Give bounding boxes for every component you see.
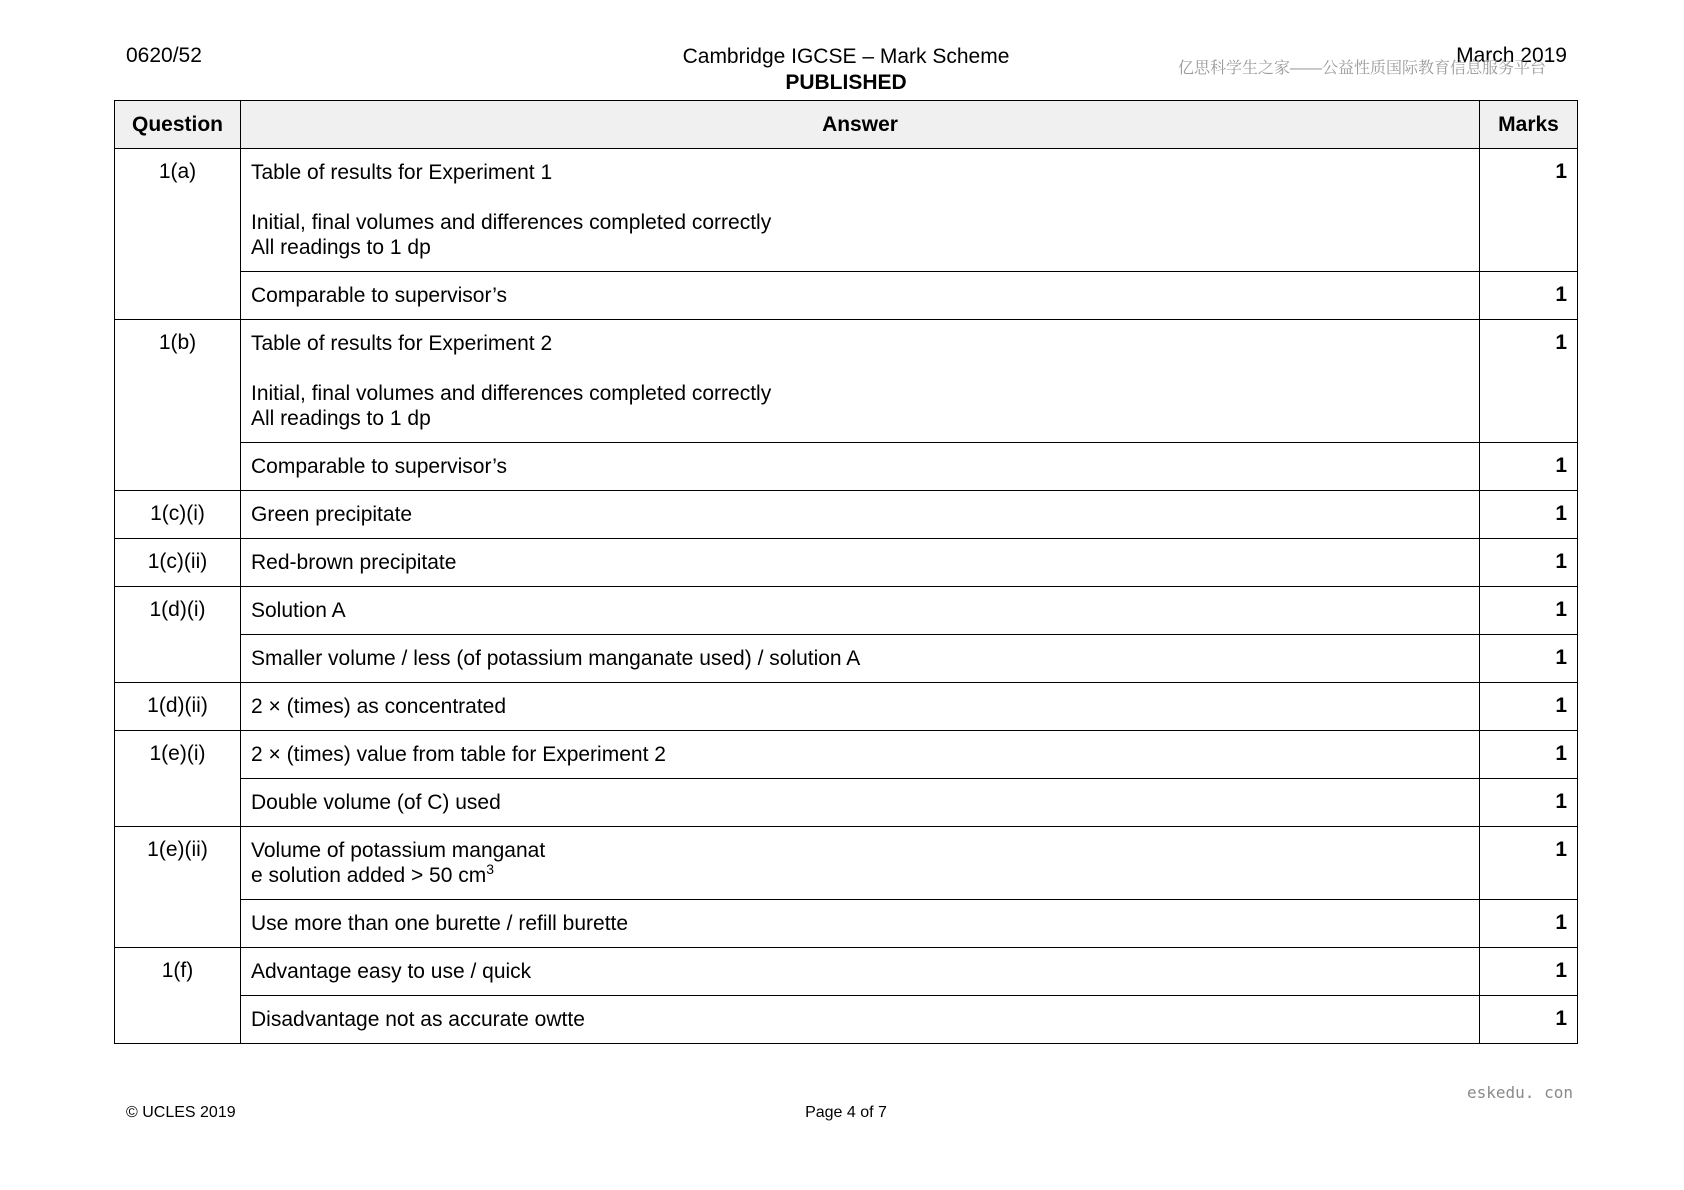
- mark-scheme-table: [114, 100, 1578, 1044]
- document-title-block: [600, 44, 1092, 96]
- marks-cell: 1: [1480, 539, 1578, 587]
- answer-cell: Smaller volume / less (of potassium manganate used) / solution A: [241, 635, 1480, 683]
- marks-cell: 1: [1480, 443, 1578, 491]
- marks-cell: 1: [1480, 272, 1578, 320]
- table-row: [115, 272, 1578, 320]
- answer-cell: Double volume (of C) used: [241, 779, 1480, 827]
- answer-cell: [241, 320, 1480, 443]
- exam-date: March 2019: [1456, 44, 1567, 67]
- question-number: 1(c)(ii): [115, 539, 241, 587]
- table-row: [115, 731, 1578, 779]
- answer-line: Table of results for Experiment 2: [251, 332, 553, 355]
- header-answer: Answer: [241, 101, 1480, 149]
- question-number: 1(d)(i): [115, 587, 241, 683]
- table-row: [115, 683, 1578, 731]
- marks-cell: 1: [1480, 635, 1578, 683]
- table-row: [115, 948, 1578, 996]
- answer-cell: Green precipitate: [241, 491, 1480, 539]
- marks-cell: 1: [1480, 900, 1578, 948]
- question-number: 1(b): [115, 320, 241, 491]
- question-number: 1(e)(i): [115, 731, 241, 827]
- answer-cell: Red-brown precipitate: [241, 539, 1480, 587]
- watermark-text: 亿思科学生之家——公益性质国际教育信息服务平台: [1178, 60, 1547, 77]
- copyright: © UCLES 2019: [126, 1104, 236, 1121]
- answer-line: All readings to 1 dp: [251, 236, 431, 259]
- superscript: 3: [486, 861, 495, 877]
- answer-cell: Comparable to supervisor’s: [241, 272, 1480, 320]
- table-row: [115, 996, 1578, 1044]
- question-number: 1(d)(ii): [115, 683, 241, 731]
- table-row: [115, 443, 1578, 491]
- answer-cell: [241, 827, 1480, 900]
- answer-line: Initial, final volumes and differences completed correctly: [251, 211, 772, 234]
- answer-cell: Advantage easy to use / quick: [241, 948, 1480, 996]
- marks-cell: 1: [1480, 996, 1578, 1044]
- table-row: [115, 635, 1578, 683]
- table-row: [115, 587, 1578, 635]
- site-watermark: eskedu. con: [1467, 1083, 1573, 1102]
- question-number: 1(a): [115, 149, 241, 320]
- published-label: PUBLISHED: [785, 71, 907, 94]
- answer-cell: Solution A: [241, 587, 1480, 635]
- document-title: Cambridge IGCSE – Mark Scheme: [682, 45, 1010, 68]
- answer-line: Table of results for Experiment 1: [251, 161, 553, 184]
- question-number: 1(c)(i): [115, 491, 241, 539]
- answer-cell: Comparable to supervisor’s: [241, 443, 1480, 491]
- table-row: [115, 900, 1578, 948]
- marks-cell: 1: [1480, 149, 1578, 272]
- answer-line: All readings to 1 dp: [251, 407, 431, 430]
- answer-line: Initial, final volumes and differences completed correctly: [251, 382, 772, 405]
- marks-cell: 1: [1480, 587, 1578, 635]
- table-header-row: [115, 101, 1578, 149]
- answer-cell: Disadvantage not as accurate owtte: [241, 996, 1480, 1044]
- marks-cell: 1: [1480, 827, 1578, 900]
- marks-cell: 1: [1480, 948, 1578, 996]
- paper-code: 0620/52: [126, 44, 202, 67]
- table-row: [115, 779, 1578, 827]
- header-marks: Marks: [1480, 101, 1578, 149]
- table-row: [115, 827, 1578, 900]
- page-number: Page 4 of 7: [805, 1104, 887, 1121]
- table-row: [115, 491, 1578, 539]
- table-row: [115, 320, 1578, 443]
- marks-cell: 1: [1480, 491, 1578, 539]
- answer-cell: [241, 149, 1480, 272]
- answer-line: [251, 863, 1469, 888]
- marks-cell: 1: [1480, 731, 1578, 779]
- marks-cell: 1: [1480, 320, 1578, 443]
- answer-line: Volume of potassium manganat: [251, 839, 546, 862]
- answer-text: e solution added > 50 cm: [251, 864, 487, 887]
- marks-cell: 1: [1480, 779, 1578, 827]
- table-row: [115, 539, 1578, 587]
- header-question: Question: [115, 101, 241, 149]
- question-number: 1(f): [115, 948, 241, 1044]
- answer-cell: Use more than one burette / refill burette: [241, 900, 1480, 948]
- question-number: 1(e)(ii): [115, 827, 241, 948]
- answer-cell: 2 × (times) as concentrated: [241, 683, 1480, 731]
- marks-cell: 1: [1480, 683, 1578, 731]
- answer-cell: 2 × (times) value from table for Experiment 2: [241, 731, 1480, 779]
- table-row: [115, 149, 1578, 272]
